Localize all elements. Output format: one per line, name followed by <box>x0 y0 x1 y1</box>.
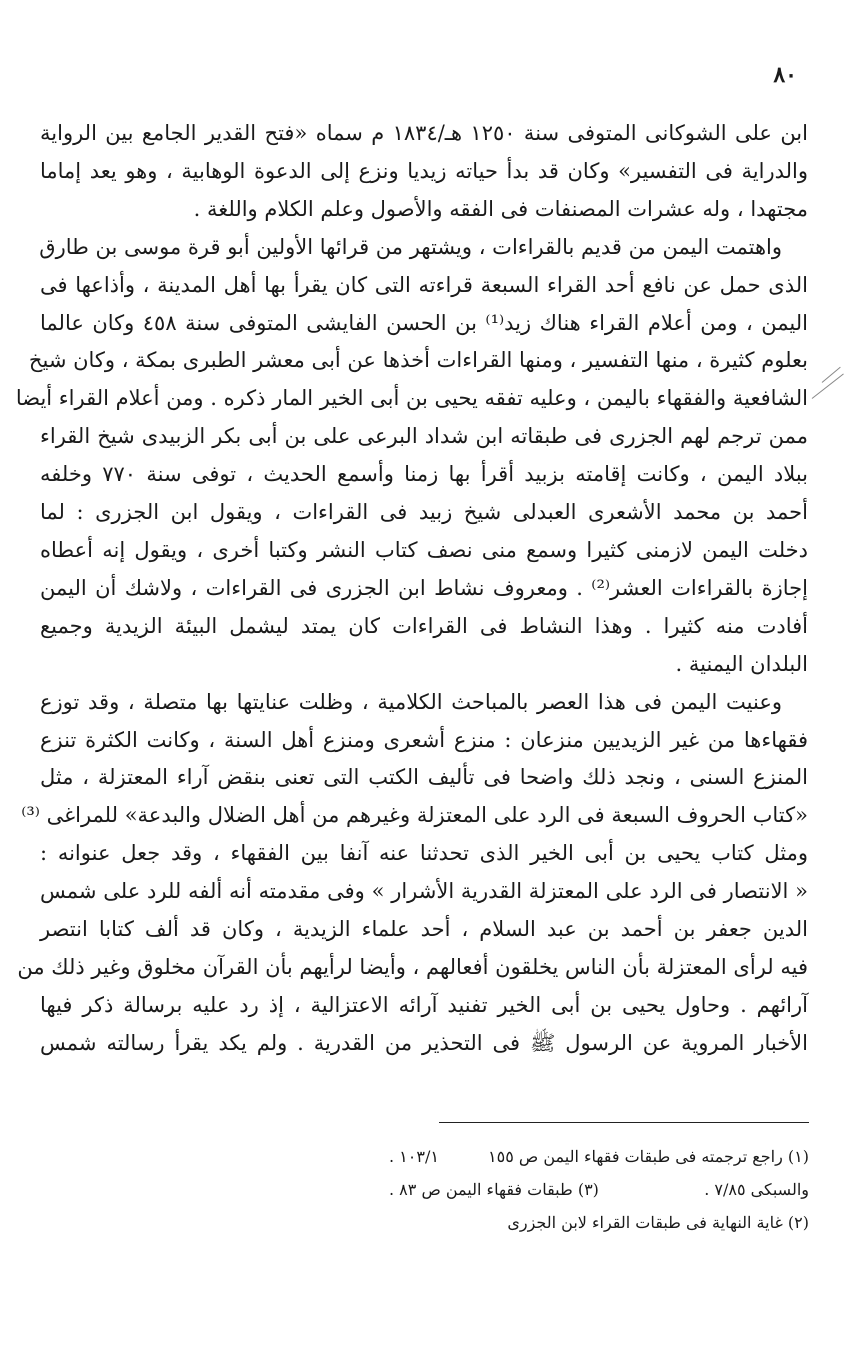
body-line: ابن على الشوكانى المتوفى سنة ١٢٥٠ هـ/١٨٣٤ م سماه «فتح القدير الجامع بين الرواية <box>40 121 808 145</box>
footnote-row <box>389 1140 809 1173</box>
body-line: الشافعية والفقهاء باليمن ، وعليه تفقه يحيى بن أبى الخير المار ذكره . ومن أعلام القراء أيضا <box>15 386 808 411</box>
footnote-2: (٢) غاية النهاية فى طبقات القراء لابن الجزرى <box>507 1213 809 1232</box>
body-line: أفادت منه كثيرا . وهذا النشاط فى القراءات كان يمتد ليشمل البيئة الزيدية وجميع <box>40 613 808 638</box>
body-line: ممن ترجم لهم الجزرى فى طبقاته ابن شداد البرعى على بن أبى بكر الزبيدى شيخ القراء <box>40 424 808 449</box>
footnote-3: (٣) طبقات فقهاء اليمن ص ٨٣ . <box>389 1180 599 1199</box>
body-line: اليمن ، ومن أعلام القراء هناك زيد⁽¹⁾ بن الحسن الفايشى المتوفى سنة ٤٥٨ وكان عالما <box>40 310 808 335</box>
body-line: بعلوم كثيرة ، منها التفسير ، ومنها القراءات أخذها عن أبى معشر الطبرى بمكة ، وكان شيخ <box>28 348 808 373</box>
body-line: والدراية فى التفسير» وكان قد بدأ حياته زيديا ونزع إلى الدعوة الوهابية ، وهو يعد إماما <box>40 158 808 183</box>
body-line: آرائهم . وحاول يحيى بن أبى الخير تفنيد آرائه الاعتزالية ، إذ رد عليه برسالة ذكر فيها <box>40 992 808 1017</box>
body-line: الدين جعفر بن أحمد بن عبد السلام ، أحد علماء الزيدية ، وكان قد ألف كتابا انتصر <box>40 917 808 942</box>
body-line: مجتهدا ، وله عشرات المصنفات فى الفقه والأصول وعلم الكلام واللغة . <box>193 196 808 221</box>
page-number: ٨٠ <box>773 62 797 88</box>
body-line: وعنيت اليمن فى هذا العصر بالمباحث الكلامية ، وظلت عنايتها بها متصلة ، وقد توزع <box>40 689 782 714</box>
body-line: الأخبار المروية عن الرسول ﷺ فى التحذير من القدرية . ولم يكد يقرأ رسالته شمس <box>40 1030 808 1055</box>
body-line: أحمد بن محمد الأشعرى العبدلى شيخ زبيد فى القراءات ، ويقول ابن الجزرى : لما <box>40 500 808 525</box>
footnote-1-continuation: ١٠٣/١ . <box>389 1147 439 1166</box>
footnote-row <box>389 1206 809 1239</box>
footnote-separator <box>439 1122 809 1123</box>
footnote-row <box>389 1173 809 1206</box>
footnotes <box>389 1140 809 1239</box>
body-line: «كتاب الحروف السبعة فى الرد على المعتزلة وغيرهم من أهل الضلال والبدعة» للمراغى ⁽³⁾ <box>21 803 808 828</box>
body-text <box>15 115 808 1063</box>
body-line: الذى حمل عن نافع أحد القراء السبعة قراءته التى كان يقرأ بها أهل المدينة ، وأذاعها فى <box>40 272 808 297</box>
body-line: ومثل كتاب يحيى بن أبى الخير الذى تحدثنا عنه آنفا بين الفقهاء ، وقد جعل عنوانه : <box>40 841 808 866</box>
footnote-1: (١) راجع ترجمته فى طبقات فقهاء اليمن ص ١٥٥ <box>488 1147 809 1166</box>
footnote-1-line-2: والسبكى ٧/٨٥ . <box>704 1180 809 1199</box>
body-line: إجازة بالقراءات العشر⁽²⁾ . ومعروف نشاط ابن الجزرى فى القراءات ، ولاشك أن اليمن <box>40 575 808 600</box>
body-line: المنزع السنى ، ونجد ذلك واضحا فى تأليف الكتب التى تعنى بنقض آراء المعتزلة ، مثل <box>40 765 808 790</box>
body-line: « الانتصار فى الرد على المعتزلة القدرية الأشرار » وفى مقدمته أنه ألفه للرد على شمس <box>40 879 808 904</box>
margin-scan-mark <box>822 367 841 383</box>
body-line: دخلت اليمن لازمنى كثيرا وسمع منى نصف كتاب النشر وكتبا أخرى ، ويقول إنه أعطاه <box>40 537 808 562</box>
body-line: واهتمت اليمن من قديم بالقراءات ، ويشتهر من قرائها الأولين أبو قرة موسى بن طارق <box>39 234 782 259</box>
body-line: فقهاءها من غير الزيديين منزعان : منزع أشعرى ومنزع أهل السنة ، وكانت الكثرة تنزع <box>40 727 808 752</box>
body-line: البلدان اليمنية . <box>675 651 808 676</box>
body-line: ببلاد اليمن ، وكانت إقامته بزبيد أقرأ بها زمنا وأسمع الحديث ، توفى سنة ٧٧٠ وخلفه <box>40 462 808 487</box>
body-line: فيه لرأى المعتزلة بأن الناس يخلقون أفعالهم ، وأيضا لرأيهم بأن القرآن مخلوق وغير ذلك من <box>17 954 808 979</box>
